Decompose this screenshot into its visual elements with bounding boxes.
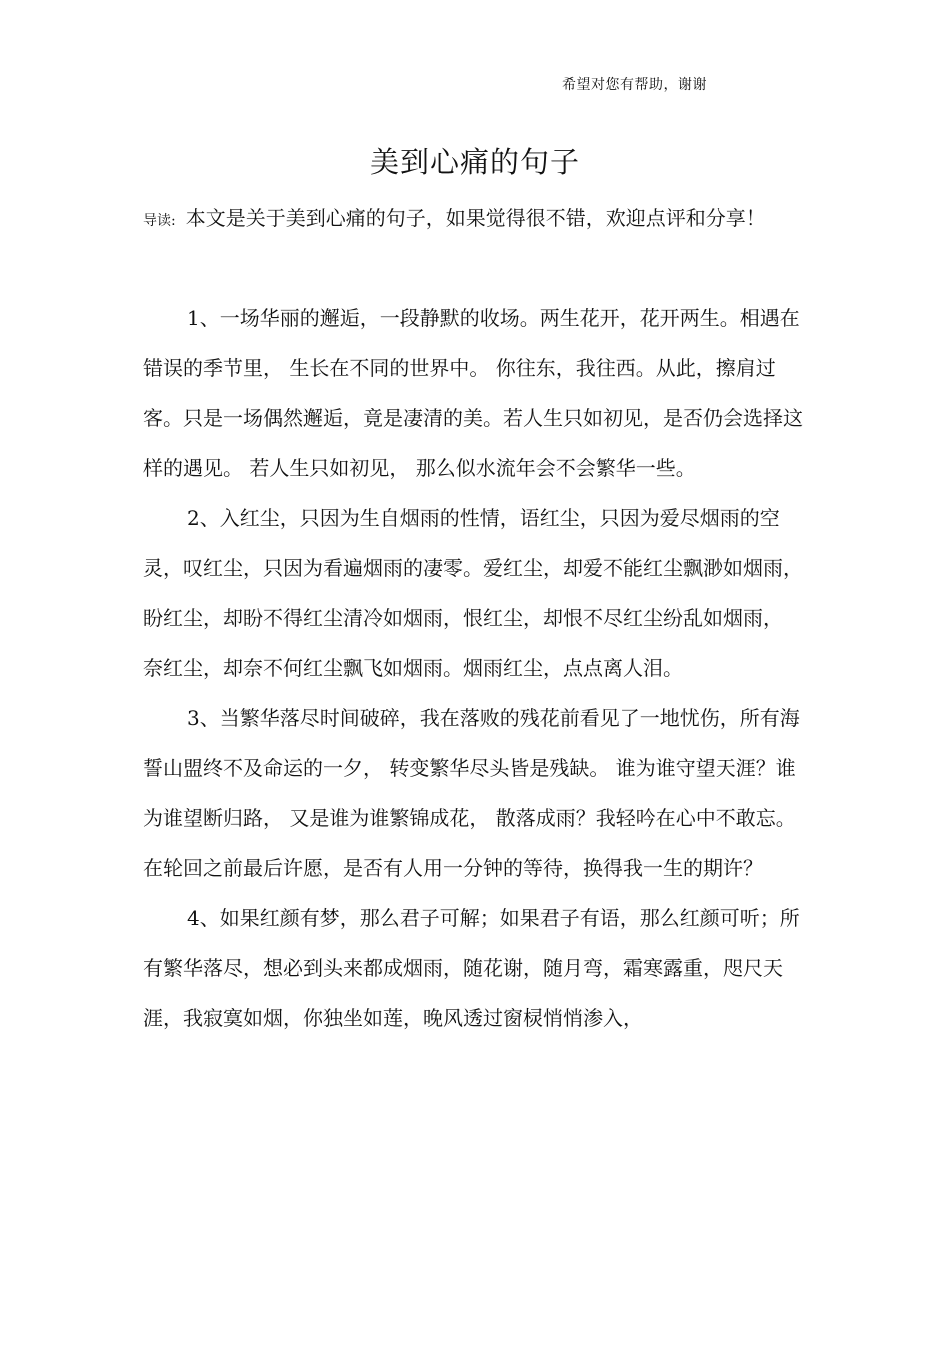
paragraphs — [143, 293, 808, 1043]
intro — [143, 193, 808, 246]
paragraph-1: 1、一场华丽的邂逅，一段静默的收场。两生花开，花开两生。相遇在错误的季节里， 生长在不同的世界中。 你往东，我往西。从此，擦肩过客。只是一场偶然邂逅，竟是凄清的美。若人生只如初见，是否仍会选择这样的遇见。 若人生只如初见， 那么似水流年会不会繁华一些。 — [143, 306, 803, 480]
paragraph-4: 4、如果红颜有梦，那么君子可解；如果君子有语，那么红颜可听；所有繁华落尽，想必到头来都成烟雨，随花谢，随月弯，霜寒露重，咫尺天涯，我寂寞如烟，你独坐如莲，晚风透过窗棂悄悄渗入， — [143, 906, 800, 1030]
document-title: 美到心痛的句子 — [369, 145, 580, 179]
header-note: 希望对您有帮助，谢谢 — [562, 77, 707, 93]
intro-text: 本文是关于美到心痛的句子，如果觉得很不错，欢迎点评和分享！ — [185, 206, 766, 230]
paragraph-3: 3、当繁华落尽时间破碎，我在落败的残花前看见了一地忧伤，所有海誓山盟终不及命运的一夕， 转变繁华尽头皆是残缺。 谁为谁守望天涯？谁为谁望断归路， 又是谁为谁繁锦成花， 散落成雨？我轻吟在心中不敢忘。在轮回之前最后许愿，是否有人用一分钟的等待，换得我一生的期许？ — [143, 706, 800, 880]
paragraph-2: 2、入红尘，只因为生自烟雨的性情，语红尘，只因为爱尽烟雨的空灵，叹红尘，只因为看遍烟雨的凄零。爱红尘，却爱不能红尘飘渺如烟雨，盼红尘，却盼不得红尘清冷如烟雨，恨红尘，却恨不尽红尘纷乱如烟雨， 奈红尘，却奈不何红尘飘飞如烟雨。烟雨红尘，点点离人泪。 — [143, 506, 803, 680]
intro-label: 导读: — [143, 213, 176, 229]
